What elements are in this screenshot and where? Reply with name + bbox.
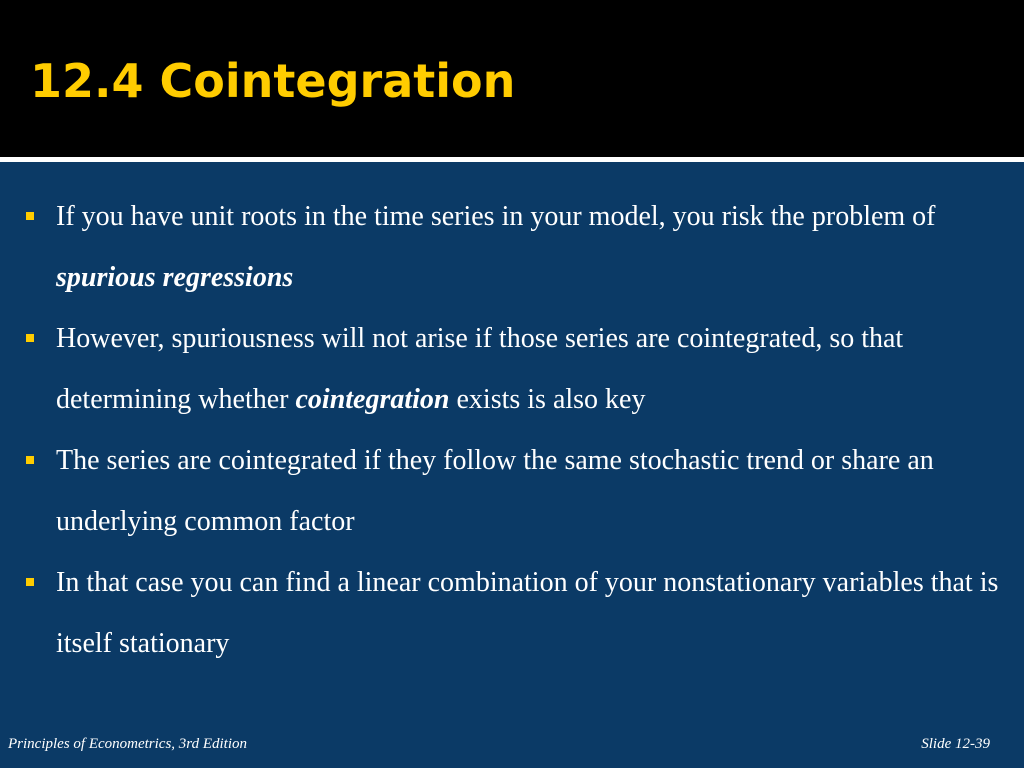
bullet-text: However, spuriousness will not arise if those series are cointegrated, so that determining whether [56, 323, 904, 415]
title-divider [0, 157, 1024, 162]
bullet-text: In that case you can find a linear combination of your nonstationary variables that is itself stationary [56, 567, 999, 659]
title-bar [0, 0, 1024, 157]
square-bullet-icon [26, 212, 34, 220]
footer-slide-number: Slide 12-39 [921, 736, 990, 752]
square-bullet-icon [26, 456, 34, 464]
footer-book-title: Principles of Econometrics, 3rd Edition [8, 736, 247, 752]
bullet-item [24, 552, 1014, 674]
bullet-item [24, 430, 1014, 552]
bullet-emphasis: spurious regressions [56, 262, 294, 293]
bullet-text: The series are cointegrated if they follow the same stochastic trend or share an underlying common factor [56, 445, 934, 537]
bullet-item [24, 308, 1014, 430]
slide-title: 12.4 Cointegration [30, 54, 516, 108]
square-bullet-icon [26, 578, 34, 586]
bullet-text-after: exists is also key [449, 384, 646, 415]
bullet-text: If you have unit roots in the time series in your model, you risk the problem of [56, 201, 936, 232]
square-bullet-icon [26, 334, 34, 342]
bullet-list [24, 186, 1014, 674]
bullet-emphasis: cointegration [295, 384, 450, 415]
bullet-item [24, 186, 1014, 308]
